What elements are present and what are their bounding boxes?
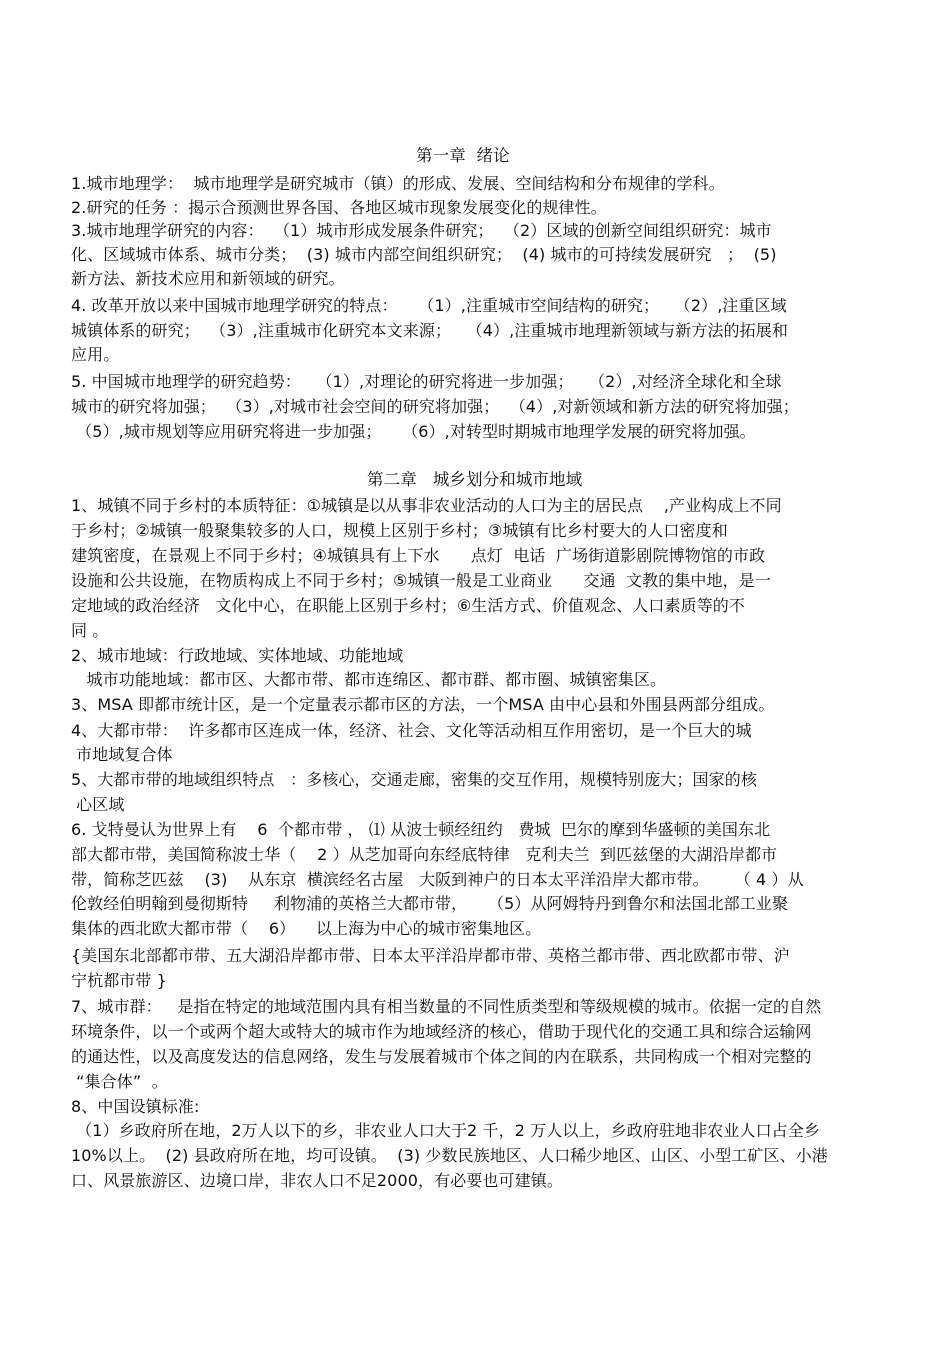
- ch2-line: 环境条件，以一个或两个超大或特大的城市作为地域经济的核心，借助于现代化的交通工具和综合运输网: [71, 1022, 812, 1041]
- ch1-line: 2.研究的任务 ：揭示合预测世界各国、各地区城市现象发展变化的规律性。: [71, 198, 607, 217]
- ch2-line: 于乡村；②城镇一般聚集较多的人口，规模上区别于乡村；③城镇有比乡村要大的人口密度和: [71, 521, 728, 540]
- ch2-line: {美国东北部都市带、五大湖沿岸都市带、日本太平洋沿岸都市带、英格兰都市带、西北欧都市带、沪: [71, 946, 790, 965]
- ch2-line: 宁杭都市带 }: [71, 971, 167, 990]
- ch1-line: 化、区域城市体系、城市分类； (3) 城市内部空间组织研究； (4) 城市的可持续发展研究 ； (5): [71, 245, 777, 264]
- ch1-line: 1.城市地理学： 城市地理学是研究城市（镇）的形成、发展、空间结构和分布规律的学科。: [71, 174, 725, 193]
- chapter2-title: 第二章 城乡划分和城市地域: [367, 470, 583, 489]
- ch1-line: 4. 改革开放以来中国城市地理学研究的特点： （1）,注重城市空间结构的研究； （2）,注重区域: [71, 296, 787, 315]
- ch2-line: 定地域的政治经济 文化中心，在职能上区别于乡村；⑥生活方式、价值观念、人口素质等的不: [71, 596, 746, 615]
- ch1-line: 城镇体系的研究； （3）,注重城市化研究本文来源； （4）,注重城市地理新领域与新方法的拓展和: [71, 321, 788, 340]
- ch2-line: 带，简称芝匹兹 (3) 从东京 横滨经名古屋 大阪到神户的日本太平洋沿岸大都市带。 （ 4 ）从: [71, 870, 804, 889]
- ch1-line: 3.城市地理学研究的内容： （1）城市形成发展条件研究； （2）区域的创新空间组织研究：城市: [71, 221, 772, 240]
- ch2-line: 城市功能地域：都市区、大都市带、都市连绵区、都市群、都市圈、城镇密集区。: [71, 670, 667, 689]
- ch1-line: 新方法、新技术应用和新领域的研究。: [71, 269, 345, 288]
- ch2-line: 3、MSA 即都市统计区，是一个定量表示都市区的方法，一个MSA 由中心县和外围县两部分组成。: [71, 695, 775, 714]
- ch2-line: 设施和公共设施，在物质构成上不同于乡村；⑤城镇一般是工业商业 交通 文教的集中地，是一: [71, 571, 771, 590]
- ch2-line: 1、城镇不同于乡村的本质特征：①城镇是以从事非农业活动的人口为主的居民点 ,产业构成上不同: [71, 496, 782, 515]
- ch1-line: 应用。: [71, 345, 120, 364]
- ch2-line: 4、大都市带： 许多都市区连成一体，经济、社会、文化等活动相互作用密切，是一个巨大的城: [71, 721, 752, 740]
- ch2-line: 心区域: [71, 795, 125, 814]
- ch1-line: 城市的研究将加强； （3）,对城市社会空间的研究将加强； （4）,对新领域和新方法的研究将加强；: [71, 397, 799, 416]
- ch1-line: （5）,城市规划等应用研究将进一步加强； （6）,对转型时期城市地理学发展的研究将加强。: [71, 422, 756, 441]
- ch2-line: 7、城市群： 是指在特定的地域范围内具有相当数量的不同性质类型和等级规模的城市。依据一定的自然: [71, 997, 822, 1016]
- ch1-line: 5. 中国城市地理学的研究趋势： （1）,对理论的研究将进一步加强； （2）,对经济全球化和全球: [71, 372, 782, 391]
- ch2-line: 伦敦经伯明翰到曼彻斯特 利物浦的英格兰大都市带， （5）从阿姆特丹到鲁尔和法国北部工业聚: [71, 894, 789, 913]
- ch2-line: 5、大都市带的地域组织特点 ：多核心，交通走廊，密集的交互作用，规模特别庞大；国家的核: [71, 770, 757, 789]
- ch2-line: 集体的西北欧大都市带（ 6） 以上海为中心的城市密集地区。: [71, 919, 542, 938]
- ch2-line: 的通达性，以及高度发达的信息网络，发生与发展着城市个体之间的内在联系，共同构成一个相对完整的: [71, 1047, 812, 1066]
- ch2-line: 8、中国设镇标准:: [71, 1097, 200, 1116]
- ch2-line: （1）乡政府所在地，2万人以下的乡，非农业人口大于2 千，2 万人以上，乡政府驻地非农业人口占全乡: [71, 1121, 820, 1140]
- ch2-line: 口、风景旅游区、边境口岸，非农人口不足2000，有必要也可建镇。: [71, 1171, 563, 1190]
- ch2-line: 6. 戈特曼认为世界上有 6 个都市带 ， ⑴ 从波士顿经纽约 费城 巴尔的摩到华盛顿的美国东北: [71, 820, 771, 839]
- ch2-line: “集合体” 。: [71, 1072, 168, 1091]
- chapter1-title: 第一章 绪论: [416, 146, 510, 165]
- ch2-line: 2、城市地域：行政地域、实体地域、功能地域: [71, 646, 404, 665]
- ch2-line: 市地域复合体: [71, 745, 173, 764]
- ch2-line: 建筑密度，在景观上不同于乡村；④城镇具有上下水 点灯 电话 广场街道影剧院博物馆的市政: [71, 546, 766, 565]
- ch2-line: 部大都市带，美国简称波士华（ 2 ）从芝加哥向东经底特律 克利夫兰 到匹兹堡的大湖沿岸都市: [71, 845, 778, 864]
- ch2-line: 10%以上。 (2) 县政府所在地，均可设镇。 (3) 少数民族地区、人口稀少地区、山区、小型工矿区、小港: [71, 1146, 828, 1165]
- ch2-line: 同 。: [71, 621, 109, 640]
